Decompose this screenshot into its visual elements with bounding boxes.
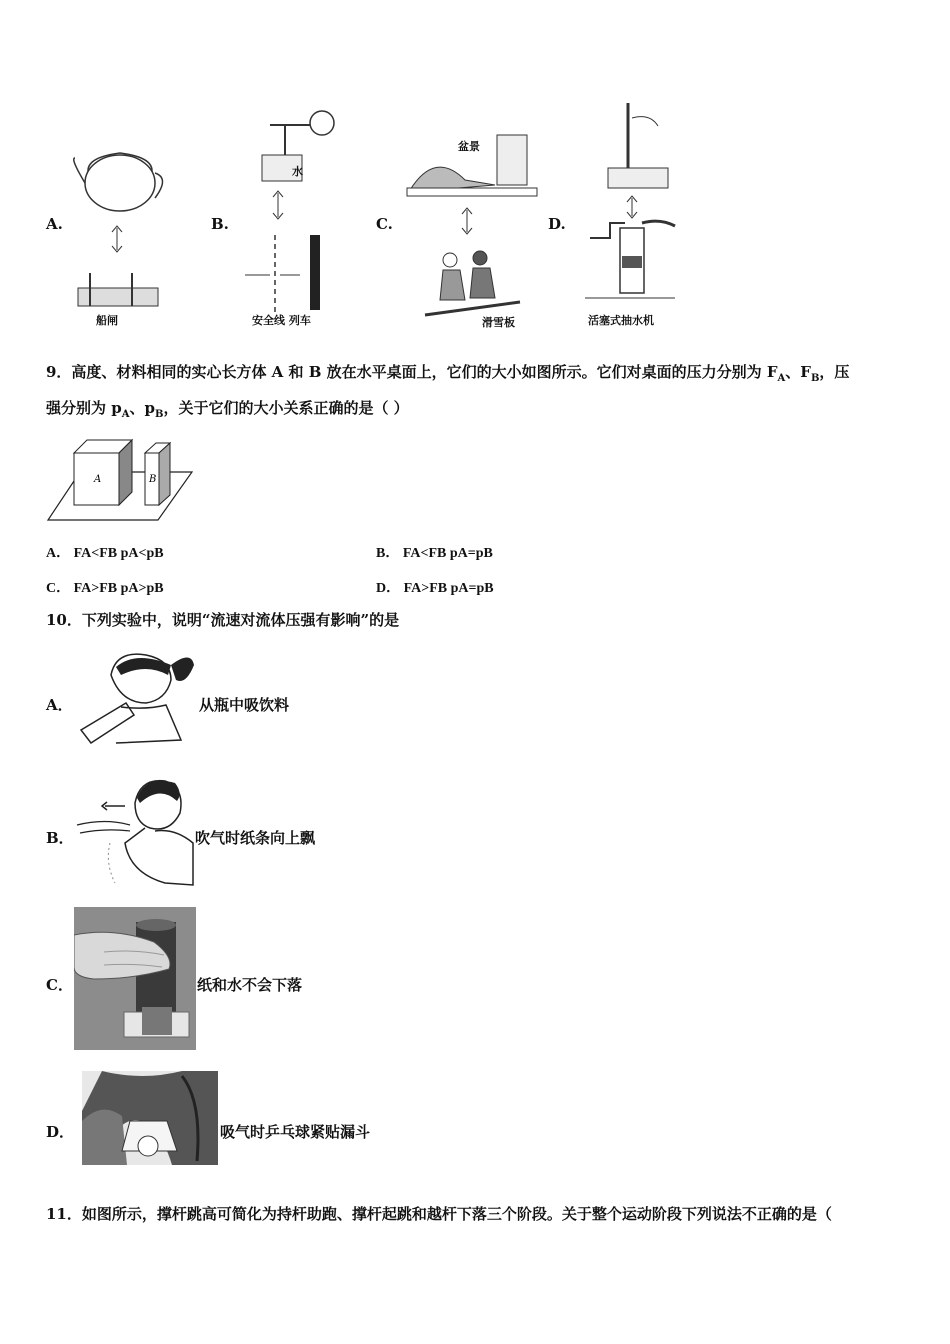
q8-b-water-label: 水	[292, 165, 303, 178]
q9-c-text: FA>FB pA>pB	[73, 581, 164, 596]
q10-option-a-text: 从瓶中吸饮料	[199, 696, 290, 714]
q9-line2-mid: 、p	[129, 399, 155, 417]
q9-a-letter: A．	[46, 546, 71, 561]
q10-option-b-text: 吹气时纸条向上飘	[195, 829, 316, 847]
q9-line1-mid: 、F	[785, 363, 811, 381]
q9-line1-text: 9．高度、材料相同的实心长方体 A 和 B 放在水平桌面上，它们的大小如图所示。它们对桌面的压力分别为 F	[46, 363, 778, 381]
pump-figure	[580, 98, 680, 313]
q9-a-text: FA<FB pA<pB	[73, 546, 164, 561]
q8-a-caption: 船闸	[96, 314, 118, 327]
q10-option-c-letter[interactable]: C．	[46, 976, 73, 994]
q9-option-c[interactable]	[46, 577, 164, 597]
q9-d-letter: D．	[376, 581, 401, 596]
q8-option-c-letter[interactable]: C.	[376, 215, 393, 233]
q9-b-text: FA<FB pA=pB	[402, 546, 493, 561]
q9-sub-fb: B	[810, 373, 820, 384]
q9-option-a[interactable]	[46, 542, 164, 562]
q9-d-text: FA>FB pA=pB	[403, 581, 494, 596]
q8-c-top-caption: 盆景	[458, 140, 480, 153]
q9-line2-end: ，关于它们的大小关系正确的是（ ）	[163, 399, 409, 417]
q9-stem-line2	[46, 398, 409, 425]
q9-option-b[interactable]	[376, 542, 493, 562]
straw-water-figure	[240, 105, 340, 315]
q10-option-d-letter[interactable]: D．	[46, 1123, 75, 1141]
block-a-label: A	[94, 474, 102, 485]
q9-c-letter: C．	[46, 581, 71, 596]
teapot-figure	[70, 138, 170, 328]
q8-c-caption: 滑雪板	[482, 316, 515, 329]
q9-sub-pa: A	[121, 409, 130, 420]
q10-option-b-letter[interactable]: B．	[46, 829, 74, 847]
q9-line2-text: 强分别为 p	[46, 399, 122, 417]
q8-b-caption: 安全线 列车	[252, 314, 311, 327]
girl-drinking-figure	[76, 645, 198, 745]
q10-option-c-text: 纸和水不会下落	[197, 976, 303, 994]
q9-sub-fa: A	[777, 373, 786, 384]
funnel-ball-photo	[82, 1071, 218, 1165]
q9-option-d[interactable]	[376, 577, 494, 597]
q9-b-letter: B．	[376, 546, 400, 561]
q8-option-d-letter[interactable]: D.	[548, 215, 566, 233]
q8-option-a-letter[interactable]: A.	[46, 215, 63, 233]
block-b-label: B	[149, 474, 157, 485]
q9-stem-line1	[46, 362, 849, 389]
bonsai-skier-figure	[405, 130, 545, 330]
q10-stem: 10．下列实验中，说明“流速对流体压强有影响”的是	[46, 611, 400, 629]
q9-sub-pb: B	[154, 409, 164, 420]
blocks-ab-figure	[46, 435, 194, 523]
q9-line1-end: ，压	[819, 363, 850, 381]
q10-option-a-letter[interactable]: A．	[46, 696, 73, 714]
q10-option-d-text: 吸气时乒乓球紧贴漏斗	[220, 1123, 371, 1141]
boy-blowing-figure	[75, 773, 195, 888]
inverted-glass-photo	[74, 907, 196, 1050]
q8-d-caption: 活塞式抽水机	[588, 314, 654, 327]
q11-stem: 11．如图所示，撑杆跳高可简化为持杆助跑、撑杆起跳和越杆下落三个阶段。关于整个运动阶段下列说法不正确的是（	[46, 1205, 832, 1223]
q8-option-b-letter[interactable]: B.	[211, 215, 229, 233]
